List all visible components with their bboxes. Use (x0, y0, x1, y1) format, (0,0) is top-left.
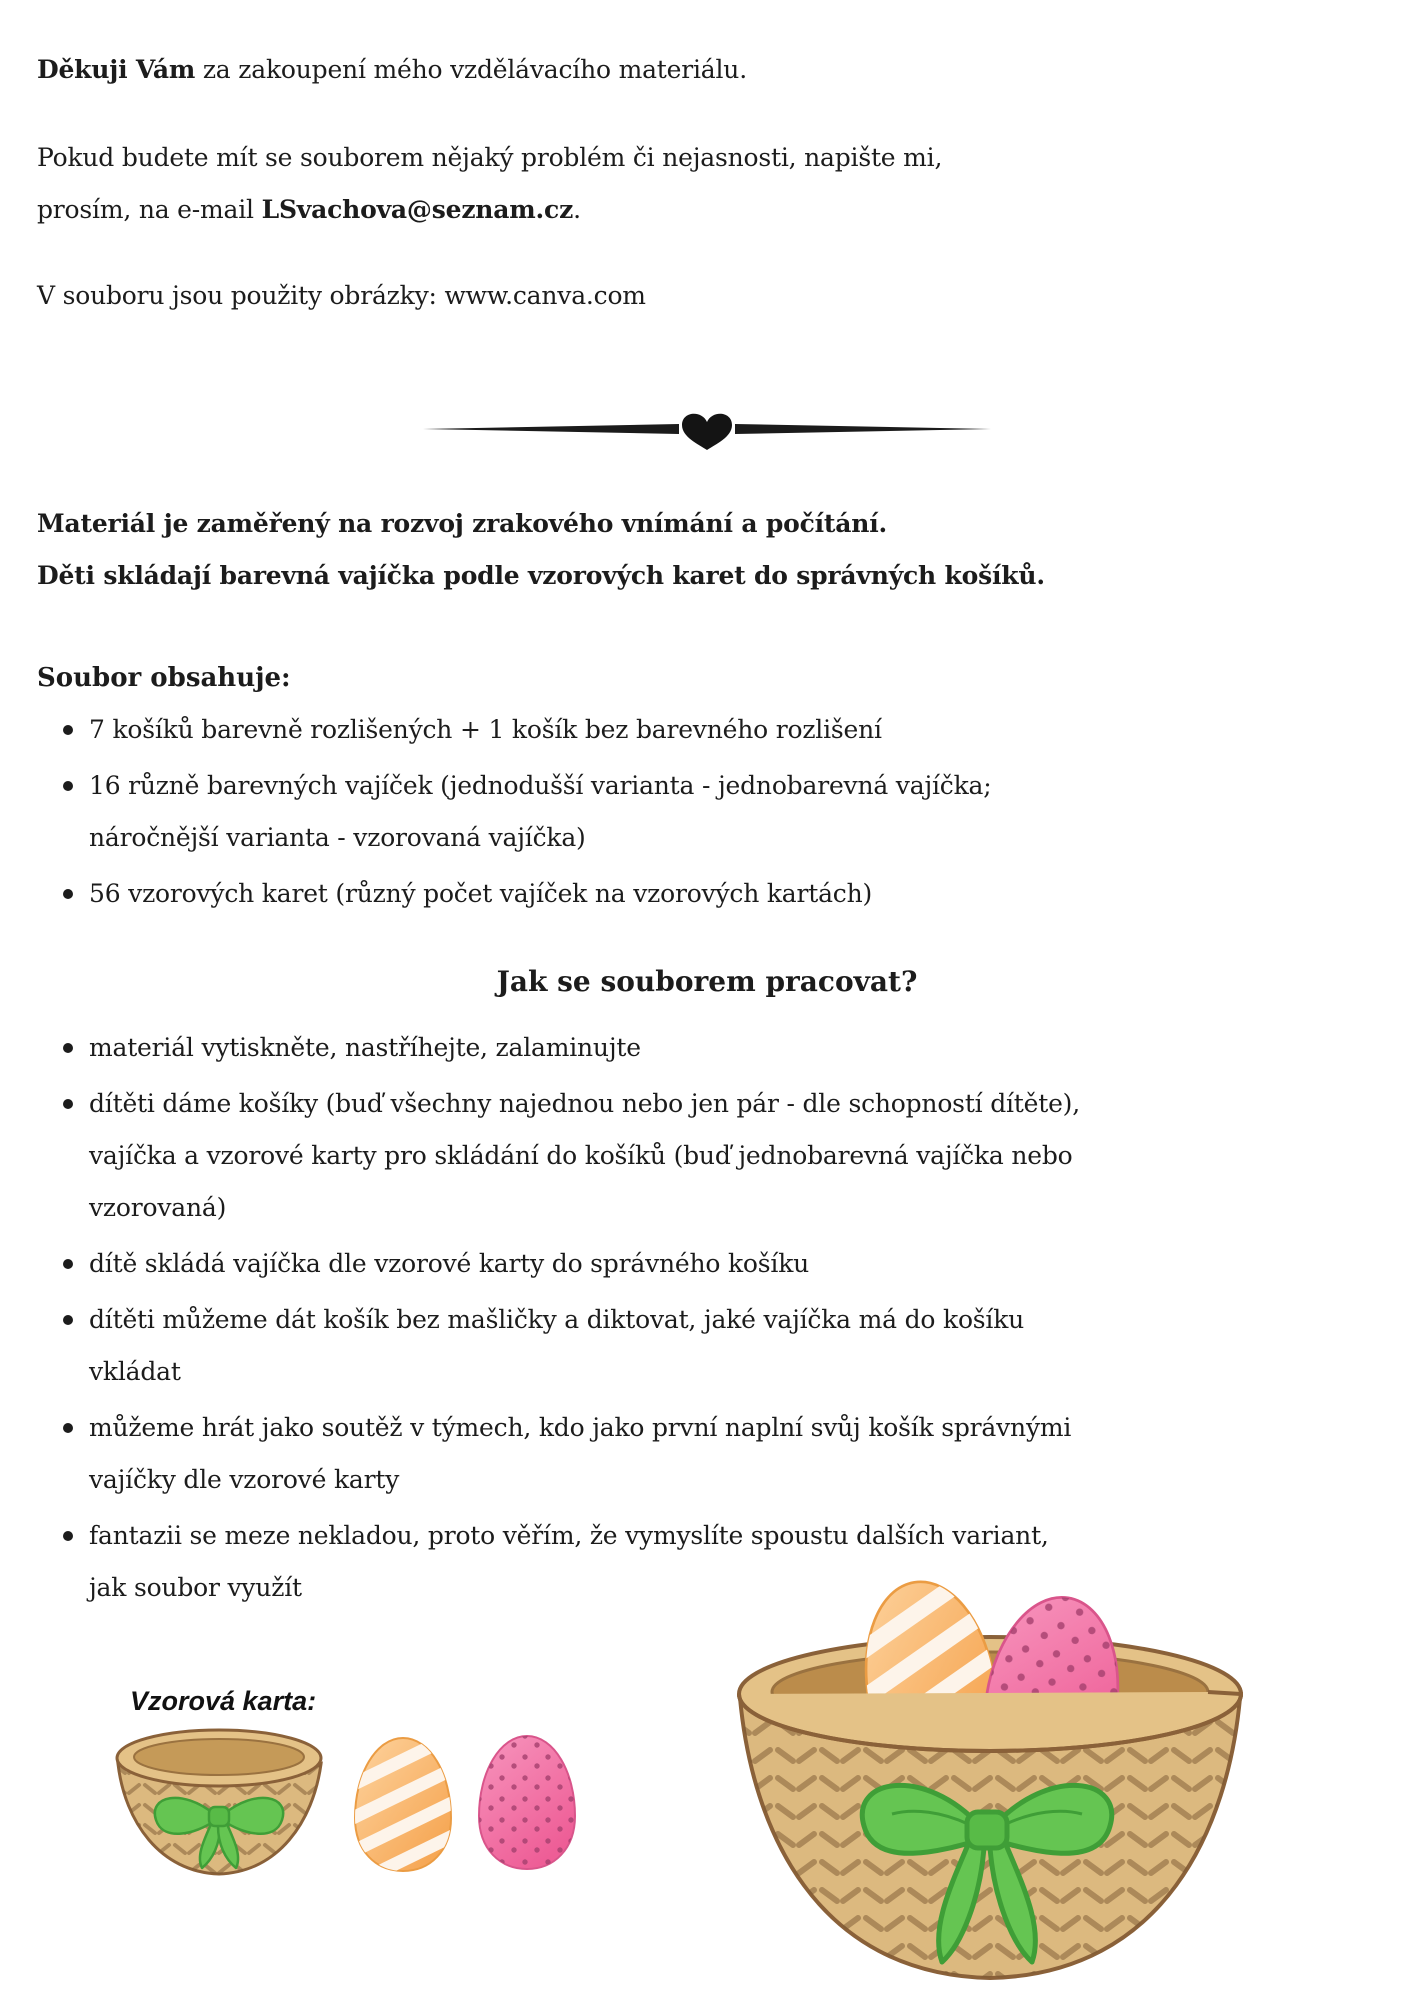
list-item: 56 vzorových karet (různý počet vajíček na vzorových kartách) (89, 868, 1090, 920)
list-item: 16 různě barevných vajíček (jednodušší varianta - jednobarevná vajíčka; náročnější varianta - vzorovaná vajíčka) (89, 760, 1090, 864)
document-content (37, 0, 1377, 1618)
support-paragraph (37, 132, 1090, 236)
contents-heading: Soubor obsahuje: (37, 663, 291, 693)
basket-icon (112, 1722, 327, 1880)
sample-card-label: Vzorová karta: (130, 1686, 317, 1716)
list-item: můžeme hrát jako soutěž v týmech, kdo jako první naplní svůj košík správnými vajíčky dle vzorové karty (89, 1402, 1090, 1506)
thanks-bold-text: Děkuji Vám (37, 55, 196, 84)
howto-list (37, 1022, 1090, 1614)
list-item: dítěti můžeme dát košík bez mašličky a diktovat, jaké vajíčka má do košíku vkládat (89, 1294, 1090, 1398)
thanks-rest-text: za zakoupení mého vzdělávacího materiálu. (195, 55, 747, 84)
list-item: dítě skládá vajíčka dle vzorové karty do správného košíku (89, 1238, 1090, 1290)
support-period: . (573, 195, 581, 224)
list-item: fantazii se meze nekladou, proto věřím, že vymyslíte spoustu dalších variant, jak soubor využít (89, 1510, 1090, 1614)
intro-thanks-paragraph (37, 44, 1090, 96)
support-line1: Pokud budete mít se souborem nějaký problém či nejasnosti, napište mi, (37, 143, 943, 172)
list-item: dítěti dáme košíky (buď všechny najednou nebo jen pár - dle schopností dítěte), vajíčka a vzorové karty pro skládání do košíků (buď jednobarevná vajíčka nebo vzorovaná) (89, 1078, 1090, 1234)
dotted-egg-icon (474, 1731, 580, 1873)
about-line2: Děti skládají barevná vajíčka podle vzorových karet do správných košíků. (37, 561, 1045, 590)
images-credit: V souboru jsou použity obrázky: www.canva.com (37, 281, 646, 310)
striped-egg-icon (350, 1734, 456, 1874)
about-text (37, 498, 1090, 602)
list-item: 7 košíků barevně rozlišených + 1 košík bez barevného rozlišení (89, 704, 1090, 756)
contents-list (37, 704, 1090, 920)
basket-with-eggs-icon (730, 1578, 1250, 1990)
heart-divider-icon (417, 406, 997, 452)
about-line1: Materiál je zaměřený na rozvoj zrakového vnímání a počítání. (37, 509, 888, 538)
support-email: LSvachova@seznam.cz (261, 195, 574, 224)
support-line2: prosím, na e-mail (37, 195, 262, 224)
howto-heading: Jak se souborem pracovat? (496, 965, 918, 998)
list-item: materiál vytiskněte, nastříhejte, zalaminujte (89, 1022, 1090, 1074)
